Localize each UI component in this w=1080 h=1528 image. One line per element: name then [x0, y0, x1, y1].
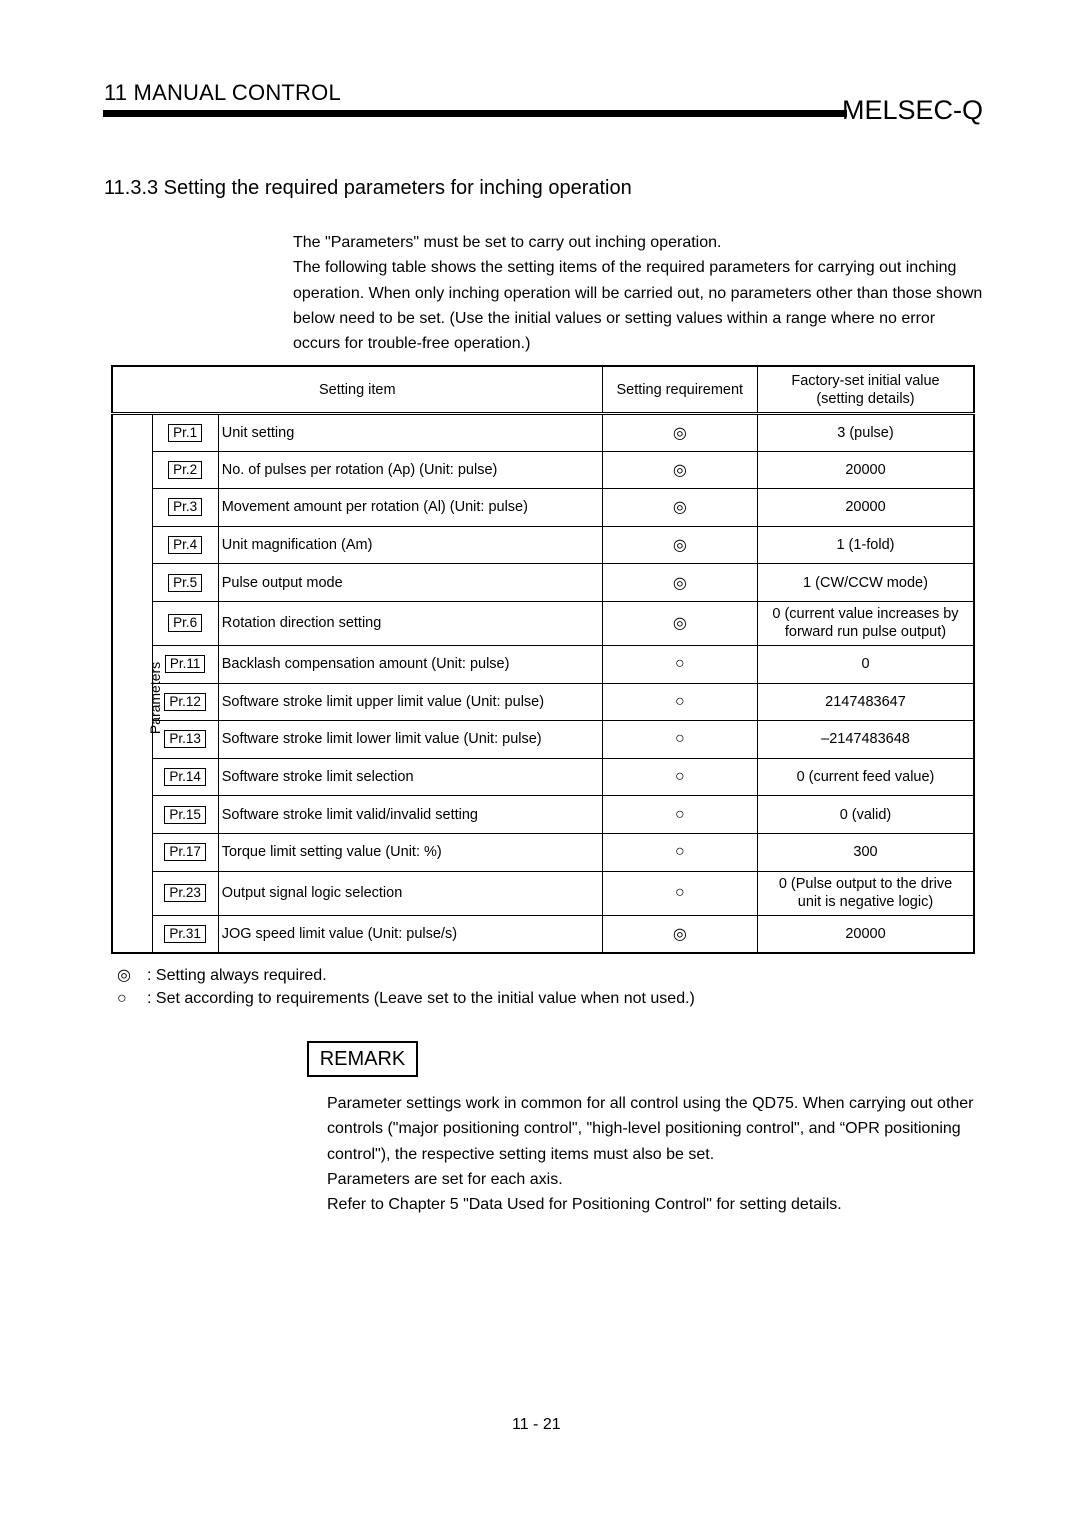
table-row [112, 489, 974, 527]
legend-item [117, 987, 695, 1010]
header-setting-requirement: Setting requirement [602, 366, 757, 414]
initial-value [757, 564, 974, 602]
initial-value-line1: 0 (current feed value) [796, 769, 935, 786]
initial-value [757, 451, 974, 489]
page-number: 11 - 21 [512, 1416, 561, 1433]
double-circle-icon: ◎ [602, 414, 757, 452]
table-row [112, 526, 974, 564]
param-id-cell [152, 796, 218, 834]
table-row [112, 915, 974, 953]
circle-icon: ○ [602, 645, 757, 683]
intro-paragraph: The following table shows the setting items of the required parameters for carrying out inching operation. When only inching operation will be carried out, no parameters other than those shown below need to be set. (Use the initial values or setting values within a range where no error occurs for trouble-free operation.) [293, 259, 983, 353]
header-factory-line2: (setting details) [816, 390, 915, 407]
circle-icon: ○ [602, 721, 757, 759]
legend [117, 964, 695, 1010]
remark-paragraph: Parameters are set for each axis. [327, 1170, 563, 1188]
initial-value-line1: 1 (1-fold) [836, 537, 895, 554]
initial-value-line1: 3 (pulse) [837, 424, 894, 441]
table-row [112, 564, 974, 602]
param-name: Movement amount per rotation (Al) (Unit: pulse) [218, 489, 602, 527]
param-name: Output signal logic selection [218, 871, 602, 915]
param-name: Backlash compensation amount (Unit: pulse) [218, 645, 602, 683]
initial-value-line1: 20000 [845, 461, 886, 478]
intro-paragraph: The "Parameters" must be set to carry out inching operation. [293, 234, 722, 251]
header-factory-line1: Factory-set initial value [791, 372, 940, 389]
circle-icon: ○ [602, 796, 757, 834]
initial-value [757, 915, 974, 953]
initial-value-line1: 0 (valid) [839, 806, 892, 823]
param-id: Pr.31 [164, 925, 206, 943]
double-circle-icon: ◎ [602, 489, 757, 527]
initial-value [757, 721, 974, 759]
chapter-heading: 11 MANUAL CONTROL [104, 80, 341, 105]
table-row [112, 451, 974, 489]
group-cell [112, 414, 164, 953]
param-id: Pr.13 [164, 730, 206, 748]
section-title: 11.3.3 Setting the required parameters for inching operation [104, 177, 632, 199]
param-name: Torque limit setting value (Unit: %) [218, 833, 602, 871]
param-id-cell [152, 564, 218, 602]
param-name: Unit magnification (Am) [218, 526, 602, 564]
initial-value [757, 489, 974, 527]
param-id: Pr.17 [164, 843, 206, 861]
param-id-cell [152, 833, 218, 871]
initial-value [757, 758, 974, 796]
initial-value [757, 683, 974, 721]
legend-item [117, 964, 695, 987]
intro-text [293, 230, 983, 356]
initial-value [757, 871, 974, 915]
initial-value [757, 601, 974, 645]
legend-text: : Set according to requirements (Leave set to the initial value when not used.) [147, 990, 695, 1007]
table-row [112, 721, 974, 759]
header-rule [103, 110, 847, 117]
param-name: Pulse output mode [218, 564, 602, 602]
param-id-cell [152, 414, 218, 452]
initial-value-line1: 0 [861, 656, 870, 673]
table-row [112, 645, 974, 683]
table-row [112, 796, 974, 834]
param-id-cell [152, 915, 218, 953]
circle-icon: ○ [602, 833, 757, 871]
param-id: Pr.12 [164, 693, 206, 711]
remark-paragraph: Refer to Chapter 5 "Data Used for Positioning Control" for setting details. [327, 1196, 842, 1214]
table-row [112, 871, 974, 915]
param-id-cell [152, 601, 218, 645]
header-setting-item: Setting item [112, 366, 602, 414]
circle-icon: ○ [602, 683, 757, 721]
table-row [112, 833, 974, 871]
double-circle-icon: ◎ [602, 526, 757, 564]
legend-text: : Setting always required. [147, 967, 327, 984]
product-name: MELSEC-Q [842, 95, 984, 125]
param-id: Pr.3 [168, 498, 202, 516]
double-circle-icon: ◎ [117, 967, 131, 984]
double-circle-icon: ◎ [602, 451, 757, 489]
initial-value [757, 645, 974, 683]
remark-text [327, 1091, 987, 1217]
table-row [112, 414, 974, 452]
remark-label: REMARK [307, 1041, 418, 1077]
param-id: Pr.23 [164, 884, 206, 902]
param-id-cell [152, 526, 218, 564]
circle-icon: ○ [117, 990, 127, 1007]
initial-value [757, 833, 974, 871]
initial-value-line2: unit is negative logic) [797, 894, 934, 911]
param-id: Pr.11 [165, 655, 206, 673]
param-id: Pr.4 [168, 536, 202, 554]
param-name: Unit setting [218, 414, 602, 452]
initial-value-line1: 2147483647 [825, 693, 906, 710]
double-circle-icon: ◎ [602, 564, 757, 602]
param-name: JOG speed limit value (Unit: pulse/s) [218, 915, 602, 953]
circle-icon: ○ [602, 871, 757, 915]
table-row [112, 601, 974, 645]
initial-value-line2: forward run pulse output) [784, 624, 947, 641]
param-name: No. of pulses per rotation (Ap) (Unit: pulse) [218, 451, 602, 489]
initial-value-line1: 0 (Pulse output to the drive [778, 876, 953, 893]
initial-value-line1: –2147483648 [821, 731, 910, 748]
initial-value-line1: 20000 [845, 925, 886, 942]
remark-paragraph: Parameter settings work in common for all control using the QD75. When carrying out other controls ("major positioning control", "high-level positioning control", and “OPR positioning control"), the respective setting items must also be set. [327, 1095, 974, 1163]
param-id: Pr.14 [164, 768, 206, 786]
table-row [112, 758, 974, 796]
param-name: Software stroke limit selection [218, 758, 602, 796]
double-circle-icon: ◎ [602, 601, 757, 645]
param-id: Pr.1 [168, 424, 202, 442]
param-id-cell [152, 871, 218, 915]
param-id: Pr.6 [168, 614, 202, 632]
parameter-table [111, 365, 975, 954]
param-name: Software stroke limit valid/invalid setting [218, 796, 602, 834]
table-row [112, 683, 974, 721]
param-id: Pr.2 [168, 461, 202, 479]
param-id: Pr.5 [168, 574, 202, 592]
initial-value [757, 526, 974, 564]
circle-icon: ○ [602, 758, 757, 796]
param-id-cell [152, 489, 218, 527]
param-id-cell [152, 758, 218, 796]
param-name: Software stroke limit lower limit value (Unit: pulse) [218, 721, 602, 759]
header-factory-value [757, 366, 974, 414]
group-label: Parameters [147, 661, 164, 735]
param-id: Pr.15 [164, 806, 206, 824]
initial-value [757, 414, 974, 452]
initial-value-line1: 0 (current value increases by [772, 606, 959, 623]
initial-value [757, 796, 974, 834]
initial-value-line1: 1 (CW/CCW mode) [803, 574, 928, 591]
double-circle-icon: ◎ [602, 915, 757, 953]
param-name: Software stroke limit upper limit value (Unit: pulse) [218, 683, 602, 721]
param-name: Rotation direction setting [218, 601, 602, 645]
initial-value-line1: 20000 [845, 499, 886, 516]
param-id-cell [152, 451, 218, 489]
parameter-rows [112, 414, 974, 953]
initial-value-line1: 300 [853, 844, 878, 861]
